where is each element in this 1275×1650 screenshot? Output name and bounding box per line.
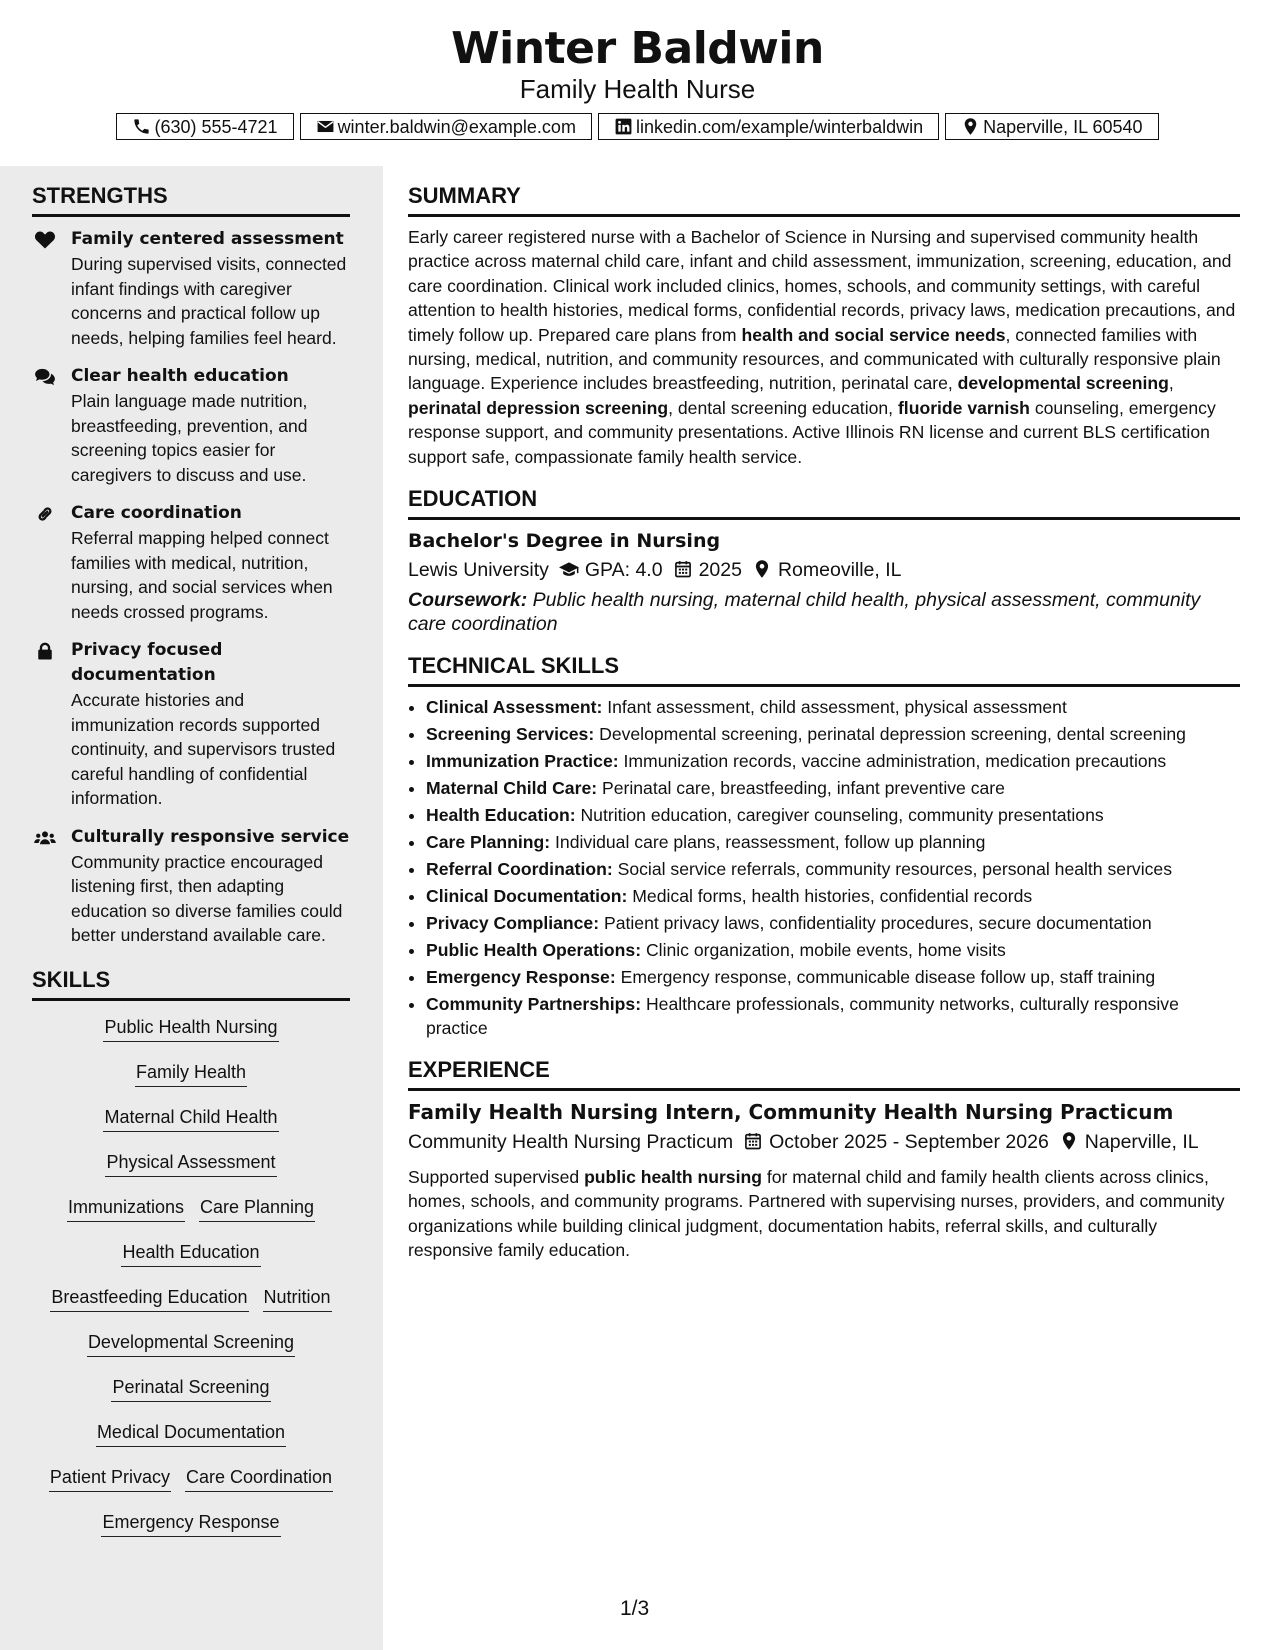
resume-header (0, 0, 1275, 166)
emphasis-text: perinatal depression screening (408, 397, 669, 418)
skill-tag: Immunizations (67, 1195, 185, 1222)
organization: Community Health Nursing Practicum (408, 1131, 734, 1154)
page-number: 1/3 (620, 1597, 650, 1620)
contact-linkedin[interactable] (598, 113, 939, 140)
heart-icon (34, 231, 56, 249)
degree-title: Bachelor's Degree in Nursing (408, 530, 721, 553)
skill-label: Privacy Compliance: (426, 913, 600, 934)
skill-label: Screening Services: (426, 724, 595, 745)
emphasis-text: health and social service needs (741, 324, 1006, 345)
skill-text: Infant assessment, child assessment, physical assessment (602, 697, 1067, 718)
skill-text: Nutrition education, caregiver counseling, community presentations (575, 805, 1104, 826)
text-run: for maternal child and family health clients across clinics, homes, schools, and community programs. Partnered with supervising nurses, providers, and community organizations while building clinical judgment, documentation habits, referral skills, and culturally responsive family education. (408, 1167, 1225, 1261)
skill-label: Referral Coordination: (426, 859, 613, 880)
list-item (426, 695, 1240, 719)
experience-heading: EXPERIENCE (408, 1056, 1240, 1091)
strength-item (32, 227, 350, 350)
skill-text: Medical forms, health histories, confidential records (627, 886, 1033, 907)
skill-tag: Maternal Child Health (103, 1105, 278, 1132)
graduation-year: 2025 (698, 559, 742, 582)
emphasis-text: developmental screening (957, 373, 1169, 394)
experience-section (408, 1056, 1240, 1263)
skill-text: Patient privacy laws, confidentiality procedures, secure documentation (599, 913, 1152, 934)
skills-heading: SKILLS (32, 966, 350, 1001)
skill-text: Developmental screening, perinatal depression screening, dental screening (594, 724, 1186, 745)
contact-bar (0, 113, 1275, 140)
graduation-cap-icon (559, 559, 579, 579)
coursework-label: Coursework: (408, 589, 528, 612)
strength-item (32, 825, 350, 948)
skill-label: Community Partnerships: (426, 994, 642, 1015)
job-location: Naperville, IL (1084, 1131, 1199, 1154)
experience-description (408, 1165, 1240, 1263)
strength-item (32, 638, 350, 811)
skill-tag: Health Education (121, 1240, 260, 1267)
skill-label: Public Health Operations: (426, 940, 642, 961)
map-marker-icon (961, 117, 980, 136)
strength-title: Family centered assessment (71, 229, 344, 249)
education-section (408, 485, 1240, 636)
list-item (426, 722, 1240, 746)
skill-label: Clinical Assessment: (426, 697, 603, 718)
text-run: Early career registered nurse with a Bachelor of Science in Nursing and supervised community health practice across maternal child care, infant and child assessment, immunization, screening, education, and care coordination. Clinical work included clinics, homes, schools, and community settings, with careful attention to health histories, medical forms, confidential records, privacy laws, medication precautions, and timely follow up. Prepared care plans from (408, 227, 1236, 345)
list-item (426, 803, 1240, 827)
strength-item (32, 364, 350, 487)
skill-tag: Emergency Response (101, 1510, 280, 1537)
employment-dates: October 2025 - September 2026 (769, 1131, 1049, 1154)
map-marker-icon (752, 559, 772, 579)
list-item (426, 776, 1240, 800)
coursework-text: Public health nursing, maternal child health, physical assessment, community care coordination (408, 589, 1201, 636)
technical-skills-list (408, 695, 1240, 1040)
skill-label: Clinical Documentation: (426, 886, 628, 907)
main-content (408, 182, 1240, 1279)
technical-skills-heading: TECHNICAL SKILLS (408, 652, 1240, 687)
list-item (426, 965, 1240, 989)
list-item (426, 911, 1240, 935)
list-item (426, 857, 1240, 881)
strength-title: Clear health education (71, 366, 289, 386)
list-item (426, 938, 1240, 962)
strengths-heading: STRENGTHS (32, 182, 350, 217)
skill-text: Clinic organization, mobile events, home visits (641, 940, 1006, 961)
skill-tag: Care Planning (199, 1195, 315, 1222)
skill-label: Care Planning: (426, 832, 551, 853)
skill-tag: Family Health (135, 1060, 247, 1087)
strengths-list (32, 227, 350, 948)
summary-heading: SUMMARY (408, 182, 1240, 217)
phone-icon (132, 117, 151, 136)
skill-text: Social service referrals, community resources, personal health services (612, 859, 1173, 880)
list-item (426, 884, 1240, 908)
summary-section (408, 182, 1240, 469)
strength-description: Accurate histories and immunization records supported continuity, and supervisors trusted careful handling of confidential information. (71, 690, 336, 808)
contact-phone-text: (630) 555-4721 (154, 117, 278, 137)
list-item (426, 992, 1240, 1040)
contact-phone[interactable] (116, 113, 293, 140)
skills-list (32, 1015, 350, 1555)
linkedin-icon (614, 117, 633, 136)
skill-label: Immunization Practice: (426, 751, 619, 772)
coursework (408, 588, 1240, 636)
strength-item (32, 501, 350, 624)
skill-tag: Perinatal Screening (111, 1375, 270, 1402)
contact-linkedin-text: linkedin.com/example/winterbaldwin (635, 117, 924, 137)
skill-text: Immunization records, vaccine administration, medication precautions (618, 751, 1167, 772)
contact-location (945, 113, 1158, 140)
text-run: counseling, emergency response support, and community presentations. Active Illinois RN license and current BLS certification support safe, compassionate family health service. (408, 397, 1216, 467)
contact-email-text: winter.baldwin@example.com (337, 117, 576, 137)
skill-text: Individual care plans, reassessment, follow up planning (550, 832, 986, 853)
users-icon (34, 829, 56, 847)
skill-tag: Public Health Nursing (103, 1015, 278, 1042)
skill-tag: Care Coordination (185, 1465, 333, 1492)
school-name: Lewis University (408, 559, 549, 582)
skill-tag: Nutrition (263, 1285, 332, 1312)
skill-tag: Medical Documentation (96, 1420, 286, 1447)
skill-tag: Physical Assessment (105, 1150, 276, 1177)
emphasis-text: fluoride varnish (897, 397, 1030, 418)
contact-email[interactable] (300, 113, 592, 140)
job-role: Family Health Nursing Intern, Community Health Nursing Practicum (408, 1100, 1174, 1125)
list-item (426, 830, 1240, 854)
map-marker-icon (1059, 1131, 1079, 1151)
education-heading: EDUCATION (408, 485, 1240, 520)
skill-tag: Developmental Screening (87, 1330, 295, 1357)
strength-title: Privacy focused documentation (71, 640, 223, 685)
candidate-name: Winter Baldwin (451, 23, 824, 74)
comments-icon (34, 368, 56, 386)
job-title: Family Health Nurse (519, 74, 756, 104)
school-location: Romeoville, IL (777, 559, 902, 582)
sidebar (0, 166, 383, 1650)
strength-title: Culturally responsive service (71, 826, 350, 847)
link-icon (34, 505, 56, 523)
calendar-icon (743, 1131, 763, 1151)
calendar-icon (673, 559, 693, 579)
contact-location-text: Naperville, IL 60540 (983, 117, 1143, 137)
text-run: Supported supervised (408, 1167, 585, 1188)
strength-description: Community practice encouraged listening first, then adapting education so diverse families could better understand available care. (71, 851, 343, 945)
strength-title: Care coordination (71, 503, 242, 523)
skill-label: Emergency Response: (426, 967, 616, 988)
text-run: , connected families with nursing, medical, nutrition, and community resources, and communicated with culturally responsive plain language. Experience includes breastfeeding, nutrition, perinatal care, (408, 324, 1221, 394)
skill-tag: Patient Privacy (49, 1465, 171, 1492)
lock-icon (34, 642, 56, 660)
strength-description: Plain language made nutrition, breastfeeding, prevention, and screening topics easier for caregivers to discuss and use. (71, 391, 308, 485)
envelope-icon (316, 117, 335, 136)
list-item (426, 749, 1240, 773)
skill-text: Perinatal care, breastfeeding, infant preventive care (597, 778, 1005, 799)
text-run: , dental screening education, (668, 397, 898, 418)
skill-label: Health Education: (426, 805, 576, 826)
strength-description: Referral mapping helped connect families with medical, nutrition, nursing, and social services when needs crossed programs. (71, 528, 333, 622)
skill-text: Healthcare professionals, community networks, culturally responsive practice (426, 994, 1179, 1039)
education-meta (408, 555, 1240, 585)
technical-skills-section (408, 652, 1240, 1040)
skill-text: Emergency response, communicable disease follow up, staff training (615, 967, 1156, 988)
summary-text (408, 225, 1240, 469)
skill-tag: Breastfeeding Education (50, 1285, 248, 1312)
strength-description: During supervised visits, connected infant findings with caregiver concerns and practical follow up needs, helping families feel heard. (71, 254, 347, 348)
gpa: GPA: 4.0 (584, 559, 663, 582)
experience-meta (408, 1127, 1240, 1157)
text-run: , (1168, 373, 1174, 394)
emphasis-text: public health nursing (584, 1167, 762, 1188)
skill-label: Maternal Child Care: (426, 778, 598, 799)
